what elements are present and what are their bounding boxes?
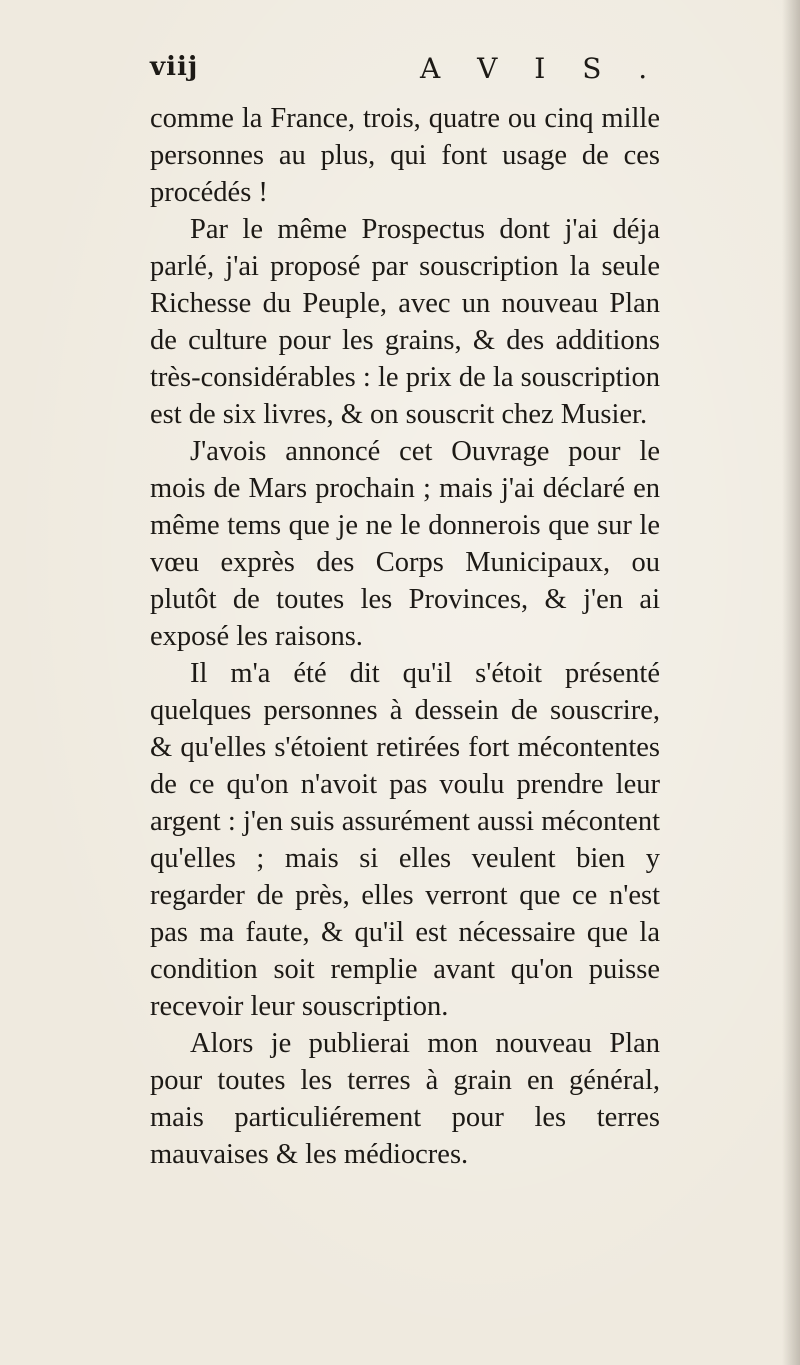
body-text [150,100,660,1173]
running-head [150,52,670,92]
paragraph-prospectus: Par le même Prospectus dont j'ai déja parlé, j'ai proposé par souscription la seule Richesse du Peuple, avec un nouveau Plan de culture pour les grains, & des additions très-considérables : le prix de la souscription est de six livres, & on souscrit chez Musier. [150,214,660,430]
page-number: viij [150,52,199,82]
paragraph-new-plan: Alors je publierai mon nouveau Plan pour toutes les terres à grain en général, mais particuliérement pour les terres mauvaises & les médiocres. [150,1028,660,1170]
page-edge-shadow [782,0,800,1365]
paragraph-announcement: J'avois annoncé cet Ouvrage pour le mois de Mars prochain ; mais j'ai déclaré en même tems que je ne le donnerois que sur le vœu exprès des Corps Municipaux, ou plutôt de toutes les Provinces, & j'en ai exposé les raisons. [150,436,660,652]
page-header-title: A V I S . [420,52,662,85]
paragraph-continuation: comme la France, trois, quatre ou cinq mille personnes au plus, qui font usage de ces procédés ! [150,103,660,208]
paragraph-subscribers: Il m'a été dit qu'il s'étoit présenté quelques personnes à dessein de souscrire, & qu'elles s'étoient retirées fort mécontentes de ce qu'on n'avoit pas voulu prendre leur argent : j'en suis assurément aussi mécontent qu'elles ; mais si elles veulent bien y regarder de près, elles verront que ce n'est pas ma faute, & qu'il est nécessaire que la condition soit remplie avant qu'on puisse recevoir leur souscription. [150,658,660,1022]
